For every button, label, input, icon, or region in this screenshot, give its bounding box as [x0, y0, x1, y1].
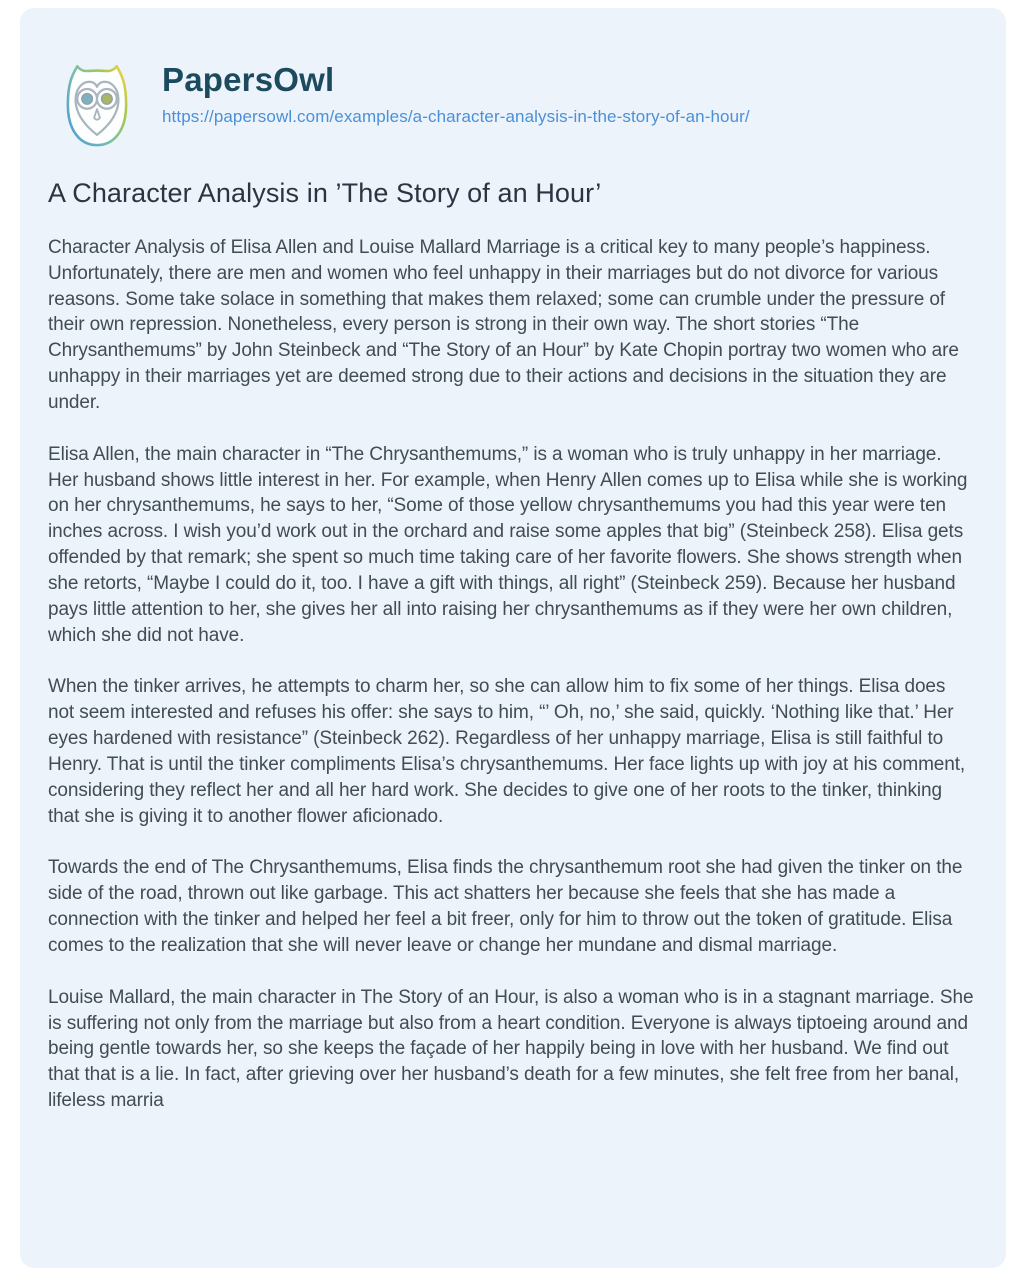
- brand-block: [162, 56, 750, 127]
- essay-paragraph-4: Towards the end of The Chrysanthemums, Elisa finds the chrysanthemum root she had given the tinker on the side of the road, thrown out like garbage. This act shatters her because she feels that she has made a connection with the tinker and helped her feel a bit freer, only for him to throw out the token of gratitude. Elisa comes to the realization that she will never leave or change her mundane and dismal marriage.: [48, 857, 963, 956]
- brand-name: PapersOwl: [162, 61, 335, 98]
- essay-paragraph-2: Elisa Allen, the main character in “The Chrysanthemums,” is a woman who is truly unhappy in her marriage. Her husband shows little interest in her. For example, when Henry Allen comes up to Elisa while she is working on her chrysanthemums, he says to her, “Some of those yellow chrysanthemums you had this year were ten inches across. I wish you’d work out in the orchard and raise some apples that big” (Steinbeck 258). Elisa gets offended by that remark; she spent so much time taking care of her favorite flowers. She shows strength when she retorts, “Maybe I could do it, too. I have a gift with things, all right” (Steinbeck 259). Because her husband pays little attention to her, she gives her all into raising her chrysanthemums as if they were her own children, which she did not have.: [48, 443, 968, 646]
- essay-paragraph-1: Character Analysis of Elisa Allen and Louise Mallard Marriage is a critical key to many people’s happiness. Unfortunately, there are men and women who feel unhappy in their marriages but do not divorce for various reasons. Some take solace in something that makes them relaxed; some can crumble under the pressure of their own repression. Nonetheless, every person is strong in their own way. The short stories “The Chrysanthemums” by John Steinbeck and “The Story of an Hour” by Kate Chopin portray two women who are unhappy in their marriages yet are deemed strong due to their actions and decisions in the situation they are under.: [48, 237, 959, 413]
- content-card: [20, 8, 1006, 1268]
- page-title: A Character Analysis in ’The Story of an Hour’: [48, 178, 602, 208]
- essay-article: [20, 178, 1006, 1114]
- essay-body: [48, 235, 976, 1114]
- page-url-link[interactable]: https://papersowl.com/examples/a-character-analysis-in-the-story-of-an-hour/: [162, 107, 750, 127]
- site-header: [20, 8, 1006, 152]
- owl-logo-icon: [54, 56, 140, 152]
- essay-paragraph-3: When the tinker arrives, he attempts to charm her, so she can allow him to fix some of her things. Elisa does not seem interested and refuses his offer: she says to him, “’ Oh, no,’ she said, quickly. ‘Nothing like that.’ Her eyes hardened with resistance” (Steinbeck 262). Regardless of her unhappy marriage, Elisa is still faithful to Henry. That is until the tinker compliments Elisa’s chrysanthemums. Her face lights up with joy at his comment, considering they reflect her and all her hard work. She decides to give one of her roots to the tinker, thinking that she is giving it to another flower aficionado.: [48, 676, 966, 827]
- essay-paragraph-5: Louise Mallard, the main character in The Story of an Hour, is also a woman who is in a stagnant marriage. She is suffering not only from the marriage but also from a heart condition. Everyone is always tiptoeing around and being gentle towards her, so she keeps the façade of her happily being in love with her husband. We find out that that is a lie. In fact, after grieving over her husband’s death for a few minutes, she felt free from her banal, lifeless marria: [48, 986, 974, 1112]
